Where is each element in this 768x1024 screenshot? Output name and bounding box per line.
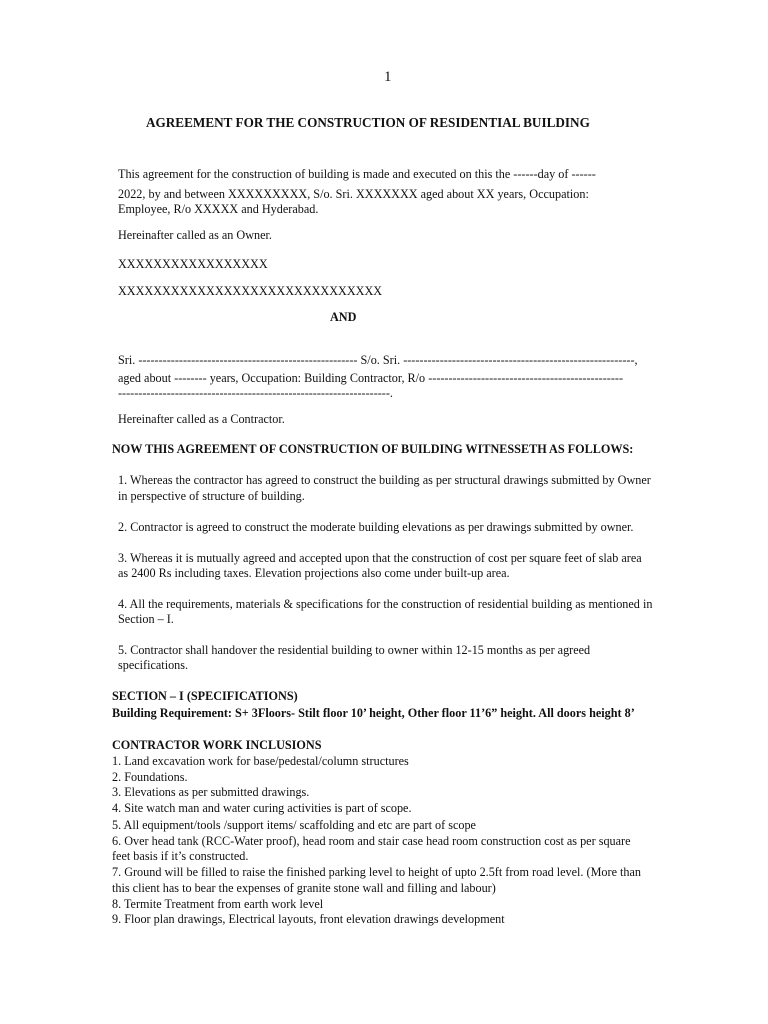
clause-line: Section – I.	[118, 612, 174, 626]
clause-line: specifications.	[118, 658, 189, 672]
intro-line: Employee, R/o XXXXX and Hyderabad.	[118, 202, 319, 216]
and-separator: AND	[330, 310, 357, 324]
clause-line: 2. Contractor is agreed to construct the moderate building elevations as per drawings submitted by owner.	[118, 520, 634, 534]
inclusion-item: 8. Termite Treatment from earth work level	[112, 897, 324, 911]
owner-label: Hereinafter called as an Owner.	[118, 228, 272, 242]
contractor-line: aged about -------- years, Occupation: Building Contractor, R/o ------------------------------------------------	[118, 371, 624, 385]
inclusion-item: this client has to bear the expenses of granite stone wall and filling and labour)	[112, 881, 496, 895]
inclusion-item: 3. Elevations as per submitted drawings.	[112, 785, 310, 799]
inclusion-item: 5. All equipment/tools /support items/ scaffolding and etc are part of scope	[112, 818, 476, 832]
inclusion-item: 6. Over head tank (RCC-Water proof), head room and stair case head room construction cost as per square	[112, 834, 631, 848]
page-number: 1	[384, 69, 392, 85]
witnesseth-heading: NOW THIS AGREEMENT OF CONSTRUCTION OF BUILDING WITNESSETH AS FOLLOWS:	[112, 442, 634, 456]
inclusion-item: 1. Land excavation work for base/pedestal/column structures	[112, 754, 409, 768]
clause-line: 3. Whereas it is mutually agreed and accepted upon that the construction of cost per square feet of slab area	[118, 551, 642, 565]
inclusion-item: 2. Foundations.	[112, 770, 188, 784]
intro-line: This agreement for the construction of building is made and executed on this the ------day of ------	[118, 167, 596, 181]
contractor-label: Hereinafter called as a Contractor.	[118, 412, 285, 426]
building-requirement: Building Requirement: S+ 3Floors- Stilt floor 10’ height, Other floor 11’6” height. All doors height 8’	[112, 706, 635, 720]
contractor-line: -------------------------------------------------------------------.	[118, 386, 393, 400]
inclusion-item: feet basis if it’s constructed.	[112, 849, 249, 863]
inclusion-item: 4. Site watch man and water curing activities is part of scope.	[112, 801, 412, 815]
inclusion-item: 7. Ground will be filled to raise the finished parking level to height of upto 2.5ft from road level. (More than	[112, 865, 642, 879]
inclusion-item: 9. Floor plan drawings, Electrical layouts, front elevation drawings development	[112, 912, 505, 926]
owner-placeholder: XXXXXXXXXXXXXXXXX	[118, 257, 268, 271]
intro-line: 2022, by and between XXXXXXXXX, S/o. Sri. XXXXXXX aged about XX years, Occupation:	[118, 187, 589, 201]
document-title: AGREEMENT FOR THE CONSTRUCTION OF RESIDENTIAL BUILDING	[146, 115, 590, 130]
inclusions-heading: CONTRACTOR WORK INCLUSIONS	[112, 738, 322, 752]
contractor-line: Sri. ------------------------------------------------------ S/o. Sri. ---------------------------------------------------------,	[118, 353, 638, 367]
section-heading: SECTION – I (SPECIFICATIONS)	[112, 689, 298, 703]
clause-line: as 2400 Rs including taxes. Elevation projections also come under built-up area.	[118, 566, 510, 580]
clause-line: 4. All the requirements, materials & specifications for the construction of residential building as mentioned in	[118, 597, 653, 611]
clause-line: 5. Contractor shall handover the residential building to owner within 12-15 months as per agreed	[118, 643, 591, 657]
clause-line: in perspective of structure of building.	[118, 489, 305, 503]
owner-placeholder: XXXXXXXXXXXXXXXXXXXXXXXXXXXXXX	[118, 284, 383, 298]
clause-line: 1. Whereas the contractor has agreed to construct the building as per structural drawings submitted by Owner	[118, 473, 651, 487]
